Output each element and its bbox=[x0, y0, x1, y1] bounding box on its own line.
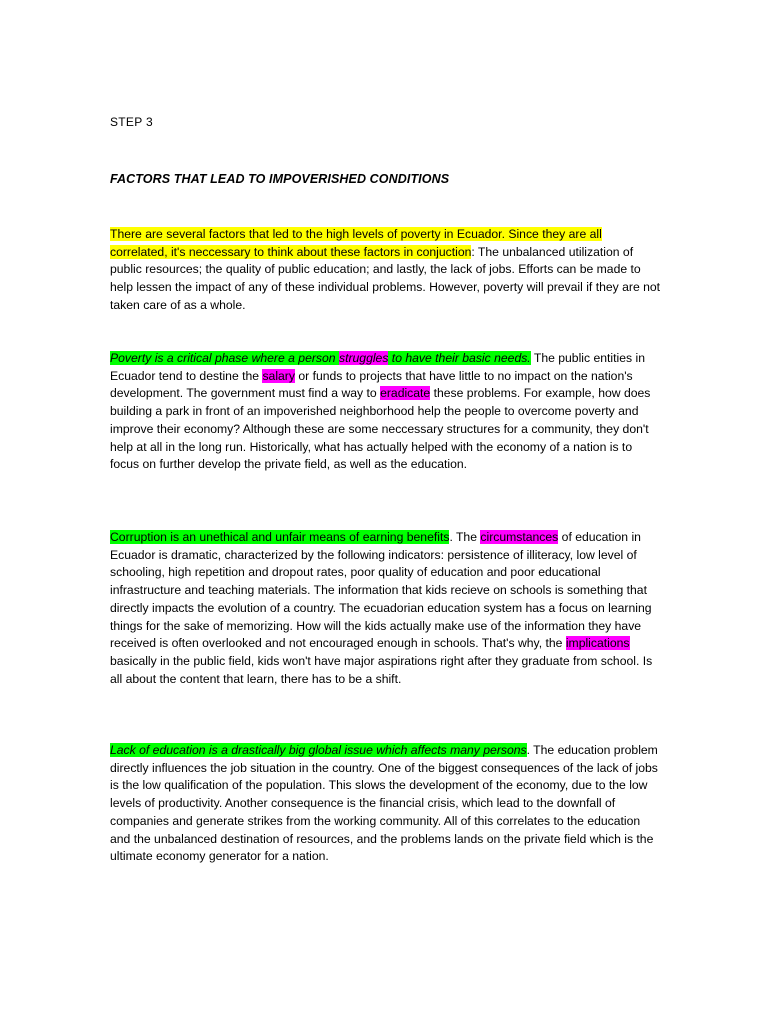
highlight-yellow: There are several factors that led to the high levels of poverty in Ecuador. Since they are all correlated, it's neccessary to think about these factors in conjuction bbox=[110, 227, 602, 259]
highlight-magenta: salary bbox=[262, 368, 295, 383]
paragraph-text: . The education problem directly influences the job situation in the country. One of the biggest consequences of the lack of jobs is the low qualification of the population. This slows the development of the economy, due to the low levels of productivity. Another consequence is the financial crisis, which lead to the downfall of companies and generate strikes from the working community. All of this correlates to the education and the unbalanced destination of resources, and the problems lands on the private field which is the ultimate economy generator for a nation. bbox=[110, 743, 658, 864]
highlight-magenta: struggles bbox=[338, 351, 389, 365]
highlight-green: Lack of education is a drastically big global issue which affects many persons bbox=[110, 743, 527, 757]
paragraph-text: : The unbalanced utilization of public resources; the quality of public education; and lastly, the lack of jobs. Efforts can be made to help lessen the impact of any of these individual problems. However, poverty will prevail if they are not taken care of as a whole. bbox=[110, 244, 661, 312]
highlight-magenta: eradicate bbox=[380, 386, 431, 401]
paragraph-text: or funds to projects that have little to no impact on the nation's development. The government must find a way to bbox=[110, 368, 633, 401]
paragraph-text: The public entities in Ecuador tend to destine the bbox=[110, 351, 645, 383]
highlight-magenta: circumstances bbox=[480, 530, 559, 544]
paragraph-text: . The bbox=[449, 530, 481, 544]
paragraph-3 bbox=[110, 529, 662, 688]
paragraph-text: of education in Ecuador is dramatic, characterized by the following indicators: persistence of illiteracy, low level of schooling, high repetition and dropout rates, poor quality of education and poor educational infrastructure and teaching materials. The information that kids recieve on schools is something that directly impacts the evolution of a country. The ecuadorian education system has a focus on learning things for the sake of memorizing. How will the kids actually make use of the information they have received is often overlooked and not encouraged enough in schools. That's why, the bbox=[110, 530, 652, 651]
paragraph-text: basically in the public field, kids won't have major aspirations right after they graduate from school. Is all about the content that learn, there has to be a shift. bbox=[110, 653, 653, 686]
highlight-green: to have their basic needs. bbox=[388, 351, 531, 365]
paragraph-4 bbox=[110, 742, 662, 866]
step-label: STEP 3 bbox=[110, 115, 153, 129]
highlight-green: Poverty is a critical phase where a person bbox=[110, 351, 339, 365]
document-title: FACTORS THAT LEAD TO IMPOVERISHED CONDITIONS bbox=[110, 172, 450, 186]
highlight-green: Corruption is an unethical and unfair means of earning benefits bbox=[110, 530, 450, 544]
highlight-magenta: implications bbox=[565, 636, 630, 651]
paragraph-text: these problems. For example, how does building a park in front of an impoverished neighborhood help the people to overcome poverty and improve their economy? Although these are some neccessary structures for a community, they don't help at all in the long run. Historically, what has actually helped with the economy of a nation is to focus on further develop the private field, as well as the education. bbox=[110, 386, 651, 472]
paragraph-1 bbox=[110, 226, 662, 315]
paragraph-2 bbox=[110, 350, 662, 474]
